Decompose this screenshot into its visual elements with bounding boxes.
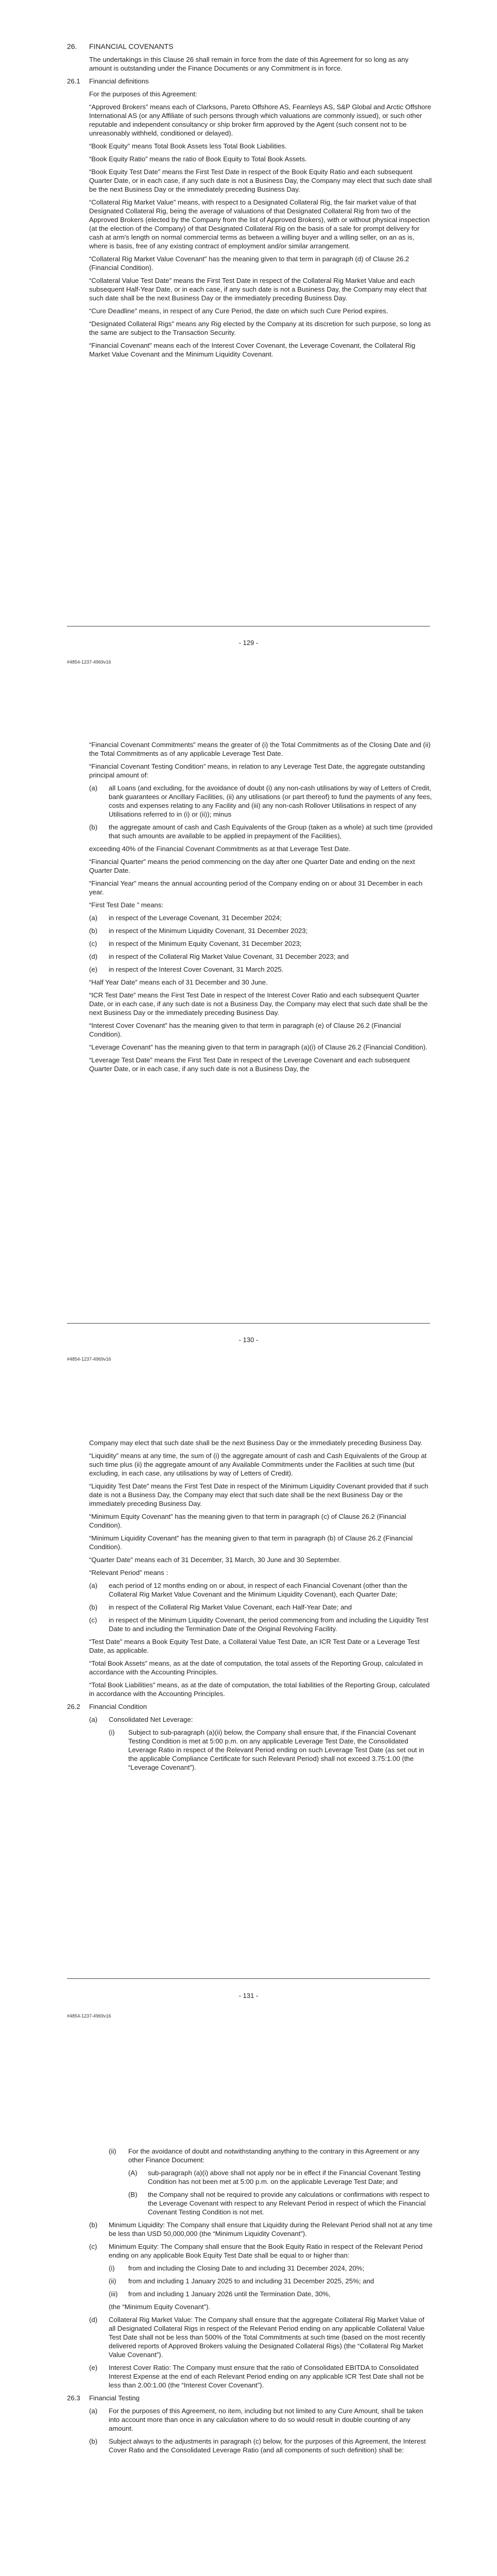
paragraph: For the purposes of this Agreement:: [89, 90, 197, 98]
list-item: (a) in respect of the Leverage Covenant, 31 December 2024;: [89, 914, 282, 922]
definition: “Leverage Test Date” means the First Test Date in respect of the Leverage Covenant and each subsequent Quarter Date, or in each case, if any such date is not a Business Day, the: [89, 1056, 410, 1073]
list-item: (b) Subject always to the adjustments in paragraph (c) below, for the purposes of this Agreement, the Interest Cover Ratio and the Consolidated Leverage Ratio (and all components of such definition) shall be:: [89, 2437, 426, 2454]
definition: “Cure Deadline” means, in respect of any Cure Period, the date on which such Cure Period expires.: [89, 307, 388, 315]
list-item: (c) in respect of the Minimum Equity Covenant, 31 December 2023;: [89, 940, 302, 947]
sub-heading: 26.2 Financial Condition: [67, 1703, 147, 1710]
list-item: (i) from and including the Closing Date to and including 31 December 2024, 20%;: [109, 2264, 365, 2272]
section-heading: 26. FINANCIAL COVENANTS: [67, 42, 174, 50]
definition: “First Test Date ” means:: [89, 901, 164, 909]
list-item: (d) in respect of the Collateral Rig Market Value Covenant, 31 December 2023; and: [89, 953, 349, 960]
definition: “Financial Quarter” means the period commencing on the day after one Quarter Date and ending on the next Quarter Date.: [89, 858, 415, 874]
definition: “Book Equity Ratio” means the ratio of Book Equity to Total Book Assets.: [89, 155, 307, 163]
definition: “Leverage Covenant” has the meaning given to that term in paragraph (a)(i) of Clause 26.2 (Financial Condition).: [89, 1043, 427, 1051]
definition: “Test Date” means a Book Equity Test Date, a Collateral Value Test Date, an ICR Test Date or a Leverage Test Date, as applicable.: [89, 1638, 420, 1654]
definition: “Minimum Equity Covenant” has the meaning given to that term in paragraph (c) of Clause 26.2 (Financial Condition).: [89, 1513, 406, 1529]
list-item: (b) Minimum Liquidity: The Company shall ensure that Liquidity during the Relevant Period shall not at any time be less than USD 50,000,000 (the “Minimum Liquidity Covenant”).: [89, 2221, 433, 2238]
list-item: (iii) from and including 1 January 2026 until the Termination Date, 30%,: [109, 2290, 331, 2298]
definition: “Collateral Value Test Date” means the First Test Date in respect of the Collateral Rig Market Value and each subsequent Half-Year Date, or in each case, if any such date is not a Business Day, the Company may elect that such date shall be the next Business Day or the immediately preceding Business Day.: [89, 277, 427, 302]
page-130: [0, 703, 497, 1406]
list-item: (i) Subject to sub-paragraph (a)(ii) below, the Company shall ensure that, if the Financial Covenant Testing Condition is met at 5:00 p.m. on any applicable Leverage Test Date, the Consolidated Leverage Ratio in respect of the Relevant Period ending on such Leverage Test Date (as set out in the applicable Compliance Certificate for such Relevant Period) shall not exceed 3.75:1.00 (the “Leverage Covenant”).: [109, 1728, 424, 1771]
list-item: (e) Interest Cover Ratio: The Company must ensure that the ratio of Consolidated EBITDA to Consolidated Interest Expense at the end of each Relevant Period ending on any applicable ICR Test Date shall not be less than 2.00:1.00 (the “Interest Cover Covenant”).: [89, 2364, 424, 2389]
page-number: - 129 -: [238, 639, 259, 647]
list-item: (c) Minimum Equity: The Company shall ensure that the Book Equity Ratio in respect of the Relevant Period ending on any applicable Book Equity Test Date shall be equal to or higher than:: [89, 2243, 423, 2259]
page-131: [0, 1406, 497, 2110]
definition: “Financial Covenant Testing Condition” means, in relation to any Leverage Test Date, the aggregate outstanding principal amount of:: [89, 762, 425, 779]
paragraph: exceeding 40% of the Financial Covenant Commitments as at that Leverage Test Date.: [89, 845, 351, 853]
definition: “Financial Covenant Commitments” means the greater of (i) the Total Commitments as of the Closing Date and (ii) the Total Commitments as of any applicable Leverage Test Date.: [89, 741, 431, 757]
list-item: (a) Consolidated Net Leverage:: [89, 1716, 193, 1723]
list-item: (a) each period of 12 months ending on or about, in respect of each Financial Covenant (other than the Collateral Rig Market Value Covenant and the Minimum Liquidity Covenant), each Quarter Date;: [89, 1582, 407, 1598]
definition: “Liquidity Test Date” means the First Test Date in respect of the Minimum Liquidity Covenant provided that if such date is not a Business Day, the Company may elect that such date shall be the next Business Day or the immediately preceding Business Day.: [89, 1482, 429, 1507]
definition: “Liquidity” means at any time, the sum of (i) the aggregate amount of cash and Cash Equivalents of the Group at such time plus (ii) the aggregate amount of any Available Commitments under the Facilities at such time (but excluding, in each case, any utilisations by way of Letters of Credit).: [89, 1452, 427, 1477]
definition: “Financial Covenant” means each of the Interest Cover Covenant, the Leverage Covenant, the Collateral Rig Market Value Covenant and the Minimum Liquidity Covenant.: [89, 342, 416, 358]
list-item: (ii) For the avoidance of doubt and notwithstanding anything to the contrary in this Agreement or any other Finance Document:: [109, 2147, 420, 2164]
definition: “Total Book Assets” means, as at the date of computation, the total assets of the Reporting Group, calculated in accordance with the Accounting Principles.: [89, 1659, 423, 1676]
definition: “Approved Brokers” means each of Clarksons, Pareto Offshore AS, Fearnleys AS, S&P Global and Arctic Offshore International AS (or any Affiliate of such persons through which valuations are commonly issued), or such other reputable and independent consultancy or ship broker firm approved by the Agent (such consent not to be unreasonably withheld, conditioned or delayed).: [89, 103, 432, 137]
list-item: (c) in respect of the Minimum Liquidity Covenant, the period commencing from and including the Liquidity Test Date to and including the Termination Date of the Original Revolving Facility.: [89, 1616, 429, 1633]
definition: “Quarter Date” means each of 31 December, 31 March, 30 June and 30 September.: [89, 1556, 341, 1564]
sub-heading: 26.3 Financial Testing: [67, 2394, 140, 2402]
footer-divider: [67, 1978, 430, 1979]
definition: “Collateral Rig Market Value Covenant” has the meaning given to that term in paragraph (d) of Clause 26.2 (Financial Condition).: [89, 255, 409, 272]
list-item: (b) in respect of the Collateral Rig Market Value Covenant, each Half-Year Date; and: [89, 1603, 352, 1611]
definition: “Half Year Date” means each of 31 December and 30 June.: [89, 978, 268, 986]
document-reference: #4854-1237-4969v16: [67, 1357, 111, 1362]
section-intro: The undertakings in this Clause 26 shall remain in force from the date of this Agreement for so long as any amount is outstanding under the Finance Documents or any Commitment is in force.: [89, 56, 409, 72]
page-number: - 130 -: [238, 1336, 259, 1344]
definition: “Collateral Rig Market Value” means, with respect to a Designated Collateral Rig, the fair market value of that Designated Collateral Rig, being the average of valuations of that Designated Collateral Rig from two of the Approved Brokers (elected by the Company from the list of Approved Brokers), with or without physical inspection (at the election of the Company) of that Designated Collateral Rig on the basis of a sale for prompt delivery for cash at arm's length on normal commercial terms as between a willing buyer and a willing seller, on an as is, where is basis, free of any existing contract of employment and/or similar arrangement.: [89, 198, 430, 250]
paragraph: (the “Minimum Equity Covenant”).: [109, 2303, 211, 2311]
definition: “Total Book Liabilities” means, as at the date of computation, the total liabilities of the Reporting Group, calculated in accordance with the Accounting Principles.: [89, 1681, 430, 1698]
page-132: [0, 2110, 497, 2576]
list-item: (B) the Company shall not be required to provide any calculations or confirmations with respect to the Leverage Covenant with respect to any Relevant Period in respect of which the Financial Covenant Testing Condition is not met.: [128, 2191, 430, 2216]
list-item: (e) in respect of the Interest Cover Covenant, 31 March 2025.: [89, 965, 284, 973]
list-item: (a) For the purposes of this Agreement, no item, including but not limited to any Cure Amount, shall be taken into account more than once in any calculation where to do so would result in double counting of any amount.: [89, 2407, 423, 2432]
definition: “Book Equity Test Date” means the First Test Date in respect of the Book Equity Ratio and each subsequent Quarter Date, or in each case, if any such date is not a Business Day, the Company may elect that such date shall be the next Business Day or the immediately preceding Business Day.: [89, 168, 432, 193]
paragraph: Company may elect that such date shall be the next Business Day or the immediately preceding Business Day.: [89, 1439, 423, 1447]
list-item: (b) in respect of the Minimum Liquidity Covenant, 31 December 2023;: [89, 927, 308, 935]
definition: “Relevant Period” means :: [89, 1569, 168, 1577]
definition: “Minimum Liquidity Covenant” has the meaning given to that term in paragraph (b) of Clause 26.2 (Financial Condition).: [89, 1534, 413, 1551]
footer-divider: [67, 1323, 430, 1324]
definition: “Interest Cover Covenant” has the meaning given to that term in paragraph (e) of Clause 26.2 (Financial Condition).: [89, 1022, 401, 1038]
list-item: (A) sub-paragraph (a)(i) above shall not apply nor be in effect if the Financial Covenant Testing Condition has not been met at 5:00 p.m. on the applicable Leverage Test Date; and: [128, 2169, 421, 2185]
list-item: (d) Collateral Rig Market Value: The Company shall ensure that the aggregate Collateral Rig Market Value of all Designated Collateral Rigs in respect of the Relevant Period ending on any applicable Collateral Value Test Date shall not be less than 500% of the Total Commitments at such time (based on the most recently delivered reports of Approved Brokers valuing the Designated Collateral Rigs) (the “Collateral Rig Market Value Covenant”).: [89, 2316, 425, 2359]
page-number: - 131 -: [238, 1992, 259, 1999]
document-reference: #4854-1237-4969v16: [67, 659, 111, 665]
list-item: (b) the aggregate amount of cash and Cash Equivalents of the Group (taken as a whole) at such time (provided that such amounts are available to be applied in prepayment of the Facilities),: [89, 823, 433, 840]
definition: “ICR Test Date” means the First Test Date in respect of the Interest Cover Ratio and each subsequent Quarter Date, or in each case, if any such date is not a Business Day, the Company may elect that such date shall be the next Business Day or the immediately preceding Business Day.: [89, 991, 428, 1016]
sub-heading: 26.1 Financial definitions: [67, 77, 149, 85]
definition: “Book Equity” means Total Book Assets less Total Book Liabilities.: [89, 142, 287, 150]
definition: “Designated Collateral Rigs” means any Rig elected by the Company at its discretion for such purpose, so long as the same are subject to the Transaction Security.: [89, 320, 431, 336]
page-129: [0, 0, 497, 703]
definition: “Financial Year” means the annual accounting period of the Company ending on or about 31 December in each year.: [89, 879, 423, 896]
document-reference: #4854-1237-4969v16: [67, 2013, 111, 2019]
list-item: (ii) from and including 1 January 2025 to and including 31 December 2025, 25%; and: [109, 2277, 374, 2285]
list-item: (a) all Loans (and excluding, for the avoidance of doubt (i) any non-cash utilisations by way of Letters of Credit, bank guarantees or Ancillary Facilities, (ii) any utilisations (or part thereof) to fund the payments of any fees, costs and expenses relating to any Facility and (iii) any non-cash Rollover Utilisations in respect of any Utilisations referred to in (i) or (ii)); minus: [89, 784, 432, 818]
